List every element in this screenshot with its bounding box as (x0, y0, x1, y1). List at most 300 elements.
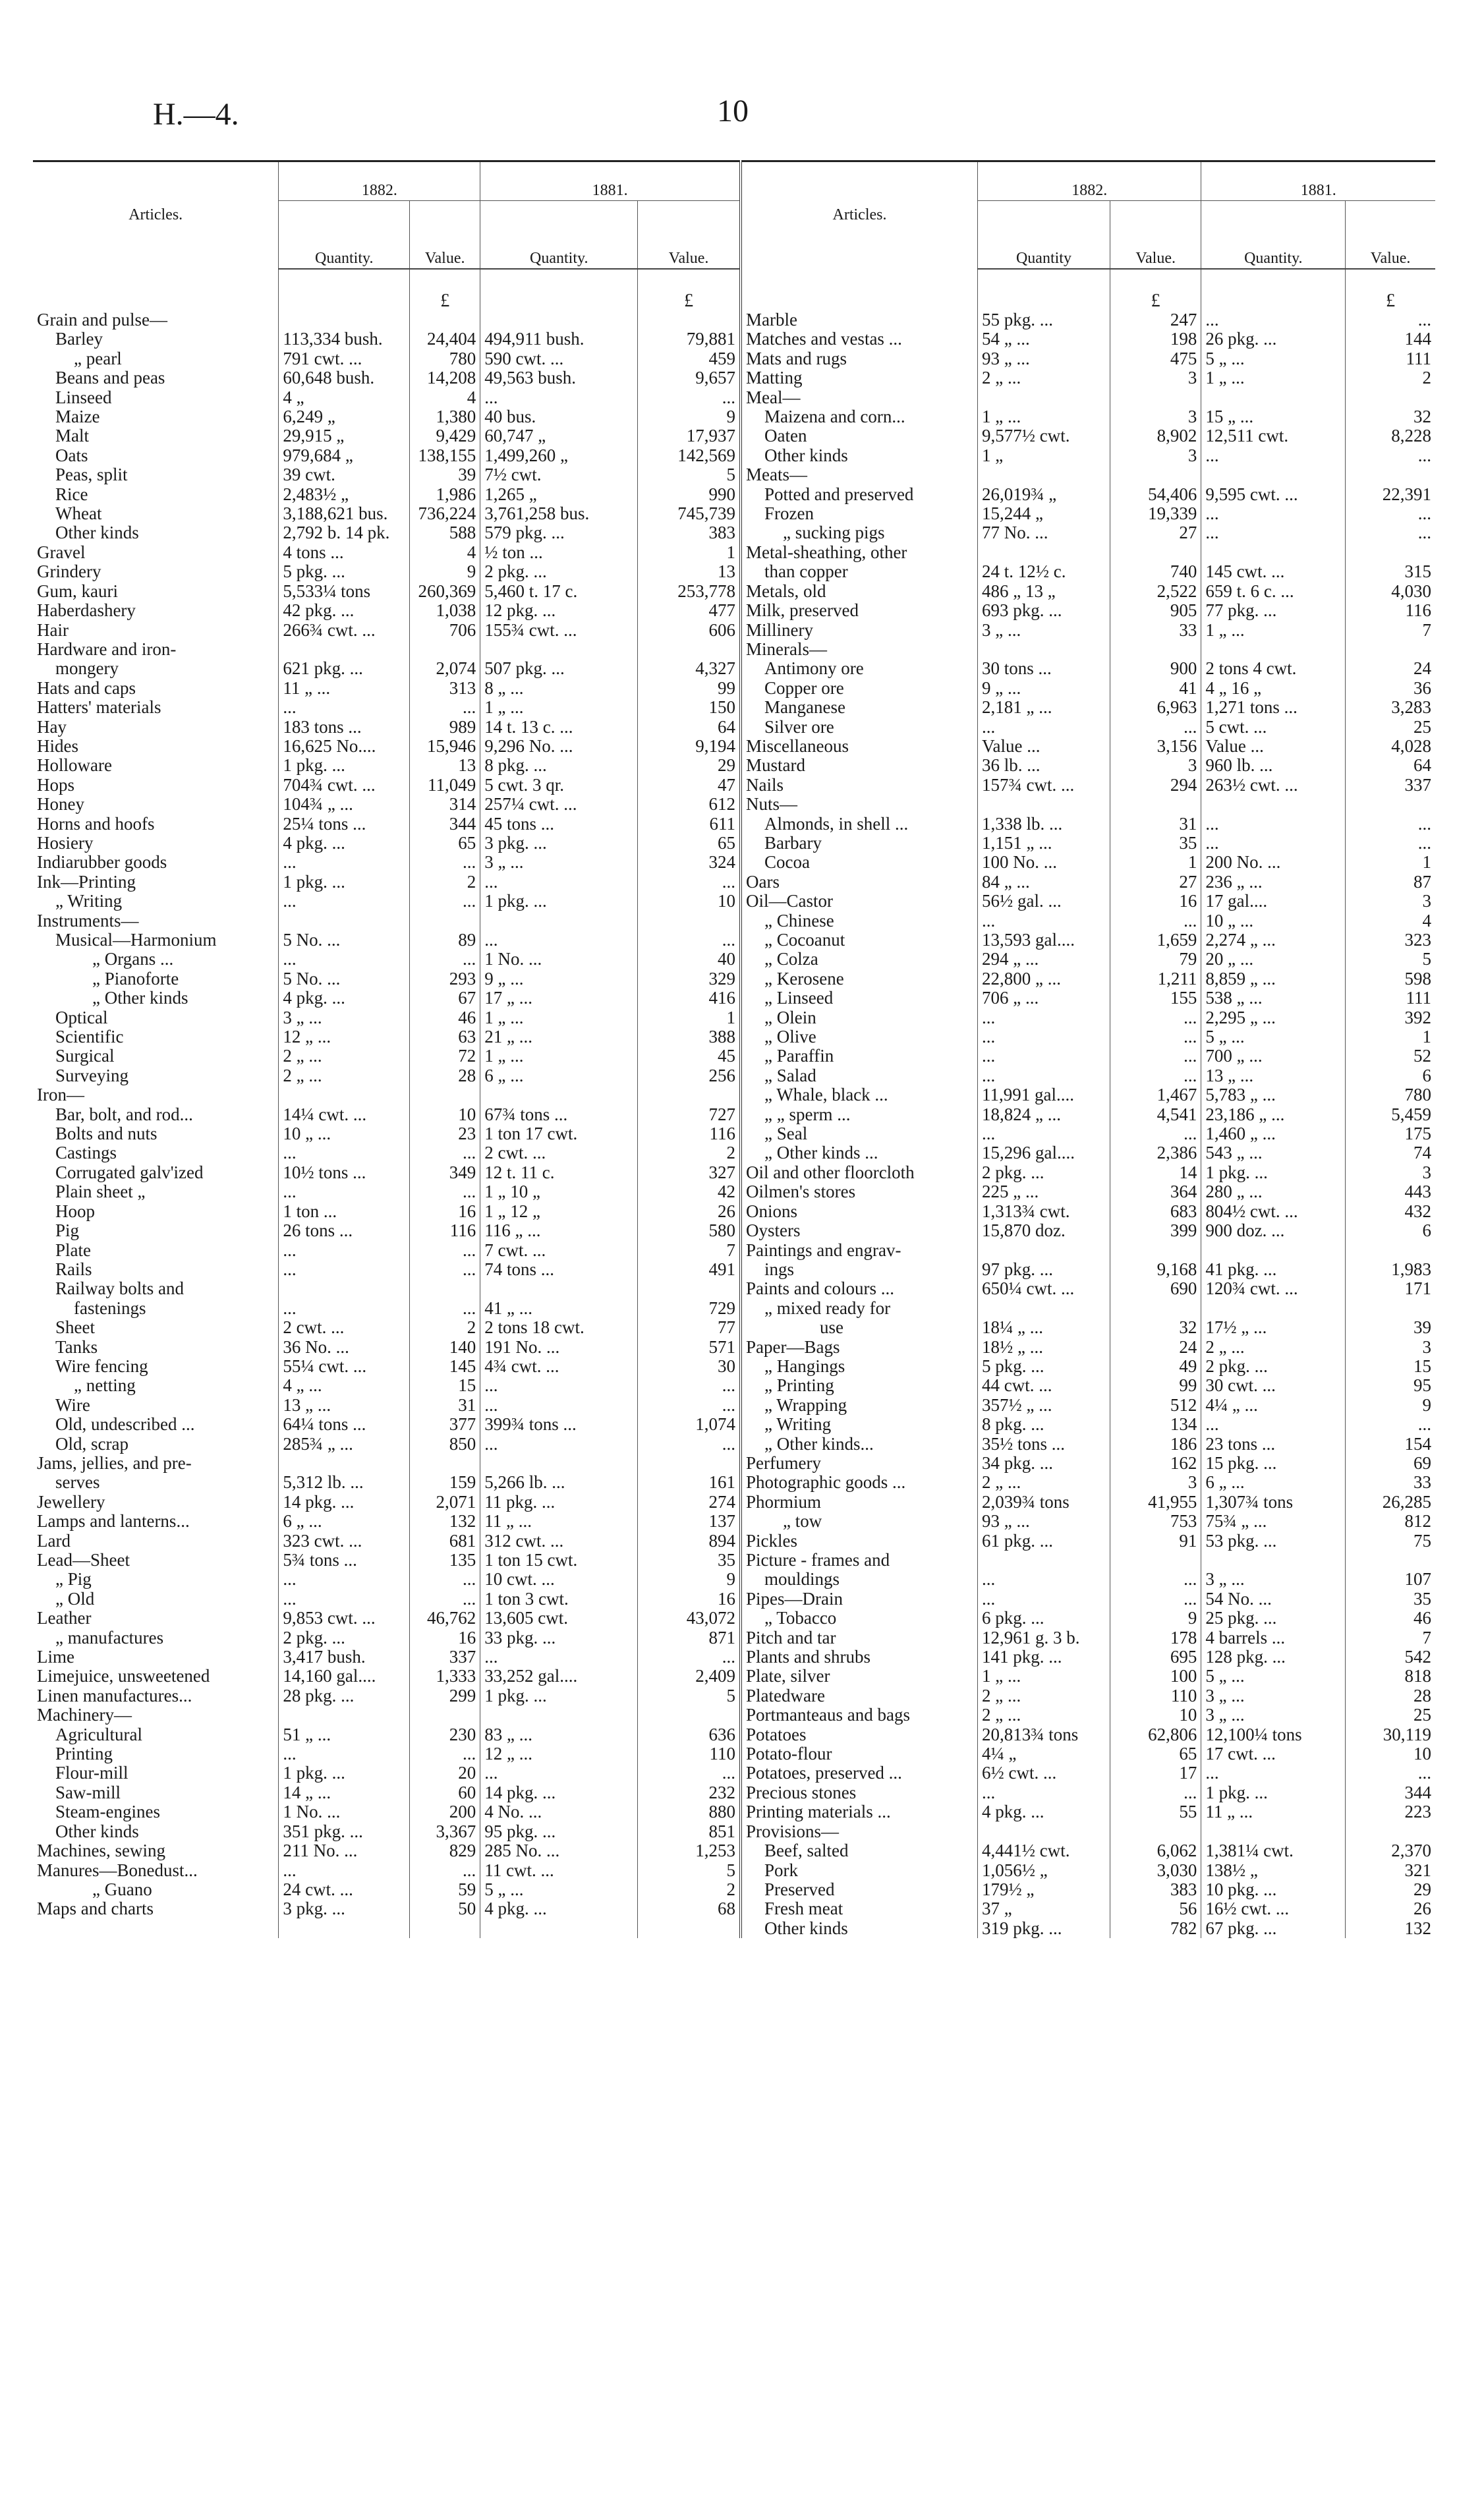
article-name: Oysters (741, 1221, 978, 1240)
value-cell: 990 (638, 485, 741, 504)
header-value: Value. (410, 201, 480, 270)
article-name: „ Olein (741, 1008, 978, 1027)
quantity-cell: 1 pkg. ... (480, 892, 638, 911)
quantity-cell: Value ... (978, 737, 1110, 756)
value-cell: 337 (1404, 775, 1431, 795)
quantity-cell: 54 „ ... (978, 330, 1110, 349)
header-quantity: Quantity. (279, 201, 410, 270)
value-cell: 134 (1110, 1415, 1201, 1434)
value-cell: 19,339 (1110, 504, 1201, 523)
value-cell: 851 (638, 1822, 741, 1841)
quantity-cell: 5 „ ... (1201, 1027, 1346, 1046)
quantity-cell: 51 „ ... (279, 1725, 410, 1744)
article-name: Nuts— (741, 795, 978, 814)
value-cell (1346, 1822, 1435, 1841)
article-name: Limejuice, unsweetened (33, 1667, 279, 1686)
value-cell: 43,072 (638, 1609, 741, 1628)
currency-row (33, 269, 1435, 310)
quantity-cell: 24 cwt. ... (279, 1880, 410, 1899)
table-row (33, 601, 1435, 620)
value-cell (1110, 1299, 1201, 1318)
quantity-cell: 1,151 „ ... (978, 834, 1110, 853)
table-row (33, 1163, 1435, 1182)
value-cell: 329 (638, 969, 741, 989)
article-name: Wire fencing (33, 1357, 279, 1376)
article-name: Oats (33, 446, 279, 465)
article-name: Old, undescribed ... (33, 1415, 279, 1434)
quantity-cell: 5 pkg. ... (279, 562, 410, 581)
quantity-cell: 6½ cwt. ... (978, 1763, 1110, 1783)
table-row (33, 1570, 1435, 1589)
article-name: Photographic goods ... (741, 1473, 978, 1492)
quantity-cell: 621 pkg. ... (279, 659, 410, 678)
quantity-cell: 97 pkg. ... (978, 1260, 1110, 1279)
quantity-cell: 15,870 doz. (978, 1221, 1110, 1240)
table-row (33, 1725, 1435, 1744)
quantity-cell: ... (480, 1435, 638, 1454)
article-name: Castings (33, 1143, 279, 1162)
value-cell: 9,168 (1110, 1260, 1201, 1279)
table-row (33, 446, 1435, 465)
quantity-cell: 25¼ tons ... (279, 815, 410, 834)
quantity-cell: 700 „ ... (1201, 1046, 1346, 1066)
value-cell: 727 (638, 1105, 741, 1124)
table-row (33, 407, 1435, 426)
article-name: „ Wrapping (741, 1396, 978, 1415)
value-cell: 729 (638, 1299, 741, 1318)
article-name: Mats and rugs (741, 349, 978, 368)
quantity-cell: 6 pkg. ... (978, 1609, 1110, 1628)
value-cell: 14,208 (410, 368, 480, 387)
quantity-cell: 74 tons ... (480, 1260, 638, 1279)
quantity-cell: 2 „ ... (279, 1066, 410, 1085)
quantity-cell: 55¼ cwt. ... (279, 1357, 410, 1376)
quantity-cell: 67 pkg. ... (1201, 1919, 1346, 1938)
quantity-cell: ... (480, 1376, 638, 1395)
value-cell: 27 (1110, 873, 1201, 892)
value-cell (1110, 795, 1201, 814)
value-cell: 15 (1413, 1356, 1431, 1376)
value-cell: 33 (1110, 621, 1201, 640)
article-name: „ Printing (741, 1376, 978, 1395)
value-cell: 42 (638, 1182, 741, 1201)
value-cell: 10 (1413, 1744, 1431, 1764)
table-row (33, 562, 1435, 581)
quantity-cell: 13 „ ... (279, 1396, 410, 1415)
value-cell: 1,038 (410, 601, 480, 620)
article-name: Holloware (33, 756, 279, 775)
article-name: Meats— (741, 465, 978, 484)
table-row (33, 659, 1435, 678)
value-cell: ... (410, 853, 480, 872)
quantity-cell: 351 pkg. ... (279, 1822, 410, 1841)
quantity-cell: 10½ tons ... (279, 1163, 410, 1182)
quantity-cell: 1,265 „ (480, 485, 638, 504)
quantity-cell: 2,295 „ ... (1201, 1008, 1346, 1027)
article-name: Pickles (741, 1532, 978, 1551)
quantity-cell: 145 cwt. ... (1201, 562, 1346, 581)
value-cell: 274 (638, 1493, 741, 1512)
quantity-cell: 128 pkg. ... (1201, 1648, 1346, 1667)
table-row (33, 1066, 1435, 1085)
quantity-cell: 1 „ ... (978, 407, 1110, 426)
value-cell: 2,409 (638, 1667, 741, 1686)
article-name: Barbary (741, 834, 978, 853)
value-cell: 41,955 (1110, 1493, 1201, 1512)
value-cell: 571 (638, 1338, 741, 1357)
table-row (33, 582, 1435, 601)
quantity-cell: 10 „ ... (279, 1124, 410, 1143)
quantity-cell: 42 pkg. ... (279, 601, 410, 620)
value-cell: 9,429 (410, 426, 480, 445)
quantity-cell: 1,313¾ cwt. (978, 1202, 1110, 1221)
quantity-cell: 22,800 „ ... (978, 969, 1110, 989)
table-row (33, 1822, 1435, 1841)
article-name: „ Paraffin (741, 1046, 978, 1066)
quantity-cell: 8 „ ... (480, 679, 638, 698)
value-cell (1346, 1551, 1435, 1570)
value-cell: 75 (1413, 1531, 1431, 1551)
table-row (33, 1260, 1435, 1279)
quantity-cell: 5 „ ... (1201, 349, 1346, 368)
value-cell: 745,739 (638, 504, 741, 523)
quantity-cell: 33,252 gal.... (480, 1667, 638, 1686)
table-row (33, 1590, 1435, 1609)
article-name: Steam-engines (33, 1802, 279, 1821)
article-name: Platedware (741, 1686, 978, 1705)
quantity-cell: 1 ton 17 cwt. (480, 1124, 638, 1143)
article-name: Marble (741, 310, 978, 330)
article-name: Hats and caps (33, 679, 279, 698)
quantity-cell: ... (1201, 310, 1346, 330)
value-cell: 2 (638, 1143, 741, 1162)
article-name: Perfumery (741, 1454, 978, 1473)
quantity-cell: 100 No. ... (978, 853, 1110, 872)
quantity-cell: 9 „ ... (978, 679, 1110, 698)
article-name: Other kinds (741, 1919, 978, 1938)
value-cell: 140 (410, 1338, 480, 1357)
value-cell: 171 (1404, 1279, 1431, 1299)
quantity-cell: 26 tons ... (279, 1221, 410, 1240)
value-cell (410, 1705, 480, 1725)
value-cell: 144 (1404, 330, 1431, 349)
quantity-cell: 979,684 „ (279, 446, 410, 465)
value-cell: 324 (638, 853, 741, 872)
article-name: „ tow (741, 1512, 978, 1531)
quantity-cell: ... (978, 1008, 1110, 1027)
quantity-cell (1201, 1822, 1346, 1841)
value-cell: 477 (638, 601, 741, 620)
value-cell: 812 (1404, 1512, 1431, 1532)
quantity-cell (1201, 1299, 1346, 1318)
article-name: Corrugated galv'ized (33, 1163, 279, 1182)
value-cell: 9 (410, 562, 480, 581)
value-cell: 79 (1110, 950, 1201, 969)
quantity-cell: 40 bus. (480, 407, 638, 426)
value-cell: 26 (638, 1202, 741, 1221)
value-cell: ... (410, 950, 480, 969)
value-cell: 1,659 (1110, 931, 1201, 950)
quantity-cell: 55 pkg. ... (978, 310, 1110, 330)
article-name: Plants and shrubs (741, 1648, 978, 1667)
quantity-cell: 3,761,258 bus. (480, 504, 638, 523)
quantity-cell: 191 No. ... (480, 1338, 638, 1357)
quantity-cell: 13 „ ... (1201, 1066, 1346, 1085)
quantity-cell (1201, 640, 1346, 659)
quantity-cell (480, 1279, 638, 1298)
quantity-cell: 1,338 lb. ... (978, 815, 1110, 834)
value-cell: ... (1417, 833, 1431, 853)
table-row (33, 969, 1435, 989)
value-cell: 45 (638, 1046, 741, 1066)
quantity-cell: 693 pkg. ... (978, 601, 1110, 620)
quantity-cell: ... (978, 1066, 1110, 1085)
quantity-cell: 1 „ ... (1201, 368, 1346, 387)
article-name: Bar, bolt, and rod... (33, 1105, 279, 1124)
article-name (33, 269, 279, 310)
value-cell: 100 (1110, 1667, 1201, 1686)
value-cell: ... (638, 388, 741, 407)
quantity-cell: 11,991 gal.... (978, 1085, 1110, 1104)
value-cell: 612 (638, 795, 741, 814)
quantity-cell: 23,186 „ ... (1201, 1105, 1346, 1124)
quantity-cell (480, 1085, 638, 1104)
value-cell: 31 (1110, 815, 1201, 834)
table-row (33, 1802, 1435, 1821)
quantity-cell: 3 „ ... (978, 621, 1110, 640)
article-name: mongery (33, 659, 279, 678)
quantity-cell: 29,915 „ (279, 426, 410, 445)
article-name: Plain sheet „ (33, 1182, 279, 1201)
value-cell: 79,881 (638, 330, 741, 349)
article-name: Wire (33, 1396, 279, 1415)
article-name: Surgical (33, 1046, 279, 1066)
quantity-cell: 30 cwt. ... (1201, 1376, 1346, 1395)
quantity-cell: ... (1201, 523, 1346, 542)
value-cell: 23 (410, 1124, 480, 1143)
value-cell: 47 (638, 776, 741, 795)
value-cell: 6 (1422, 1221, 1431, 1241)
value-cell: 6 (1422, 1066, 1431, 1085)
quantity-cell: 5 No. ... (279, 931, 410, 950)
quantity-cell: 1 „ 12 „ (480, 1202, 638, 1221)
value-cell: 65 (638, 834, 741, 853)
article-name: Potted and preserved (741, 485, 978, 504)
quantity-cell (978, 269, 1110, 310)
value-cell: 383 (1110, 1880, 1201, 1899)
value-cell: 260,369 (410, 582, 480, 601)
quantity-cell: 84 „ ... (978, 873, 1110, 892)
quantity-cell: ... (1201, 1763, 1346, 1783)
value-cell: 611 (638, 815, 741, 834)
value-cell (410, 1279, 480, 1298)
quantity-cell: 12 „ ... (480, 1744, 638, 1763)
page-number: 10 (717, 94, 749, 129)
quantity-cell: ... (1201, 815, 1346, 834)
value-cell: 2,522 (1110, 582, 1201, 601)
quantity-cell: 120¾ cwt. ... (1201, 1279, 1346, 1298)
quantity-cell: 285 No. ... (480, 1841, 638, 1860)
quantity-cell: 3 „ ... (480, 853, 638, 872)
quantity-cell: 12 pkg. ... (480, 601, 638, 620)
value-cell: ... (1110, 1027, 1201, 1046)
quantity-cell: 25 pkg. ... (1201, 1609, 1346, 1628)
quantity-cell (279, 1705, 410, 1725)
value-cell: 99 (638, 679, 741, 698)
header-year-1882-right: 1882. (978, 161, 1201, 201)
quantity-cell: 1 „ ... (1201, 621, 1346, 640)
value-cell: ... (1110, 718, 1201, 737)
article-name: „ Whale, black ... (741, 1085, 978, 1104)
quantity-cell: 399¾ tons ... (480, 1415, 638, 1434)
quantity-cell: 5,312 lb. ... (279, 1473, 410, 1492)
quantity-cell: 323 cwt. ... (279, 1532, 410, 1551)
table-row (33, 1357, 1435, 1376)
value-cell: 1,211 (1110, 969, 1201, 989)
value-cell: 15 (410, 1376, 480, 1395)
quantity-cell: 211 No. ... (279, 1841, 410, 1860)
value-cell: 8,902 (1110, 426, 1201, 445)
article-name: „ Colza (741, 950, 978, 969)
table-row (33, 795, 1435, 814)
value-cell: 142,569 (638, 446, 741, 465)
value-cell: ... (1110, 1124, 1201, 1143)
quantity-cell: 900 doz. ... (1201, 1221, 1346, 1240)
table-row (33, 892, 1435, 911)
article-name: Oars (741, 873, 978, 892)
table-row (33, 1512, 1435, 1531)
quantity-cell: 26 pkg. ... (1201, 330, 1346, 349)
quantity-cell: 83 „ ... (480, 1725, 638, 1744)
quantity-cell (978, 1551, 1110, 1570)
quantity-cell (480, 310, 638, 330)
quantity-cell: 312 cwt. ... (480, 1532, 638, 1551)
table-row (33, 1861, 1435, 1880)
article-name: Almonds, in shell ... (741, 815, 978, 834)
article-name: Paper—Bags (741, 1338, 978, 1357)
value-cell: 2,071 (410, 1493, 480, 1512)
value-cell: 3 (1422, 1337, 1431, 1357)
value-cell: 32 (1110, 1318, 1201, 1337)
value-cell: 3,156 (1110, 737, 1201, 756)
table-row (33, 718, 1435, 737)
value-cell: 542 (1404, 1648, 1431, 1667)
article-name: Potatoes (741, 1725, 978, 1744)
imports-table (33, 160, 1435, 1938)
quantity-cell: 36 lb. ... (978, 756, 1110, 775)
quantity-cell: 18½ „ ... (978, 1338, 1110, 1357)
article-name: Pig (33, 1221, 279, 1240)
value-cell: ... (1110, 1046, 1201, 1066)
value-cell: 829 (410, 1841, 480, 1860)
quantity-cell: ... (279, 1241, 410, 1260)
value-cell: 116 (638, 1124, 741, 1143)
article-name: Other kinds (741, 446, 978, 465)
quantity-cell: 4,441½ cwt. (978, 1841, 1110, 1860)
value-cell: 25 (1413, 717, 1431, 737)
value-cell: 110 (638, 1744, 741, 1763)
value-cell: ... (410, 892, 480, 911)
article-name: Onions (741, 1202, 978, 1221)
value-cell: 138,155 (410, 446, 480, 465)
value-cell: 65 (1110, 1744, 1201, 1763)
article-name: Other kinds (33, 1822, 279, 1841)
quantity-cell: 11 cwt. ... (480, 1861, 638, 1880)
value-cell: 636 (638, 1725, 741, 1744)
value-cell (1110, 1551, 1201, 1570)
quantity-cell: 17 cwt. ... (1201, 1744, 1346, 1763)
article-name: Minerals— (741, 640, 978, 659)
article-name: Copper ore (741, 679, 978, 698)
article-name: Hardware and iron- (33, 640, 279, 659)
article-name: „ Pig (33, 1570, 279, 1589)
quantity-cell: 14 pkg. ... (279, 1493, 410, 1512)
value-cell: 27 (1110, 523, 1201, 542)
article-name: Printing materials ... (741, 1802, 978, 1821)
value-cell: 150 (638, 698, 741, 717)
value-cell: 1,986 (410, 485, 480, 504)
quantity-cell: 4 „ ... (279, 1376, 410, 1395)
value-cell: 5,459 (1391, 1104, 1431, 1124)
value-cell: 1 (638, 543, 741, 562)
value-cell: 1,333 (410, 1667, 480, 1686)
value-cell: 4 (1422, 911, 1431, 931)
table-row (33, 368, 1435, 387)
quantity-cell: 33 pkg. ... (480, 1628, 638, 1648)
quantity-cell: ½ ton ... (480, 543, 638, 562)
article-name: Saw-mill (33, 1783, 279, 1802)
quantity-cell: 579 pkg. ... (480, 523, 638, 542)
article-name: Portmanteaus and bags (741, 1705, 978, 1725)
quantity-cell: ... (480, 931, 638, 950)
article-name: serves (33, 1473, 279, 1492)
value-cell (1346, 640, 1435, 659)
table-row (33, 543, 1435, 562)
article-name: mouldings (741, 1570, 978, 1589)
table-row (33, 621, 1435, 640)
quantity-cell: 30 tons ... (978, 659, 1110, 678)
article-name: Gum, kauri (33, 582, 279, 601)
quantity-cell (279, 269, 410, 310)
value-cell: 9 (1422, 1395, 1431, 1415)
quantity-cell: 9,853 cwt. ... (279, 1609, 410, 1628)
article-name: Linen manufactures... (33, 1686, 279, 1705)
value-cell: ... (410, 1744, 480, 1763)
quantity-cell: 5 „ ... (480, 1880, 638, 1899)
value-cell: 321 (1404, 1860, 1431, 1880)
quantity-cell: 1 „ ... (978, 1667, 1110, 1686)
header-year-1881-left: 1881. (480, 161, 741, 201)
article-name: Pitch and tar (741, 1628, 978, 1648)
quantity-cell: 4 barrels ... (1201, 1628, 1346, 1648)
value-cell: 780 (1404, 1085, 1431, 1105)
quantity-cell: 3 „ ... (1201, 1705, 1346, 1725)
quantity-cell: 11 „ ... (279, 679, 410, 698)
value-cell: 443 (1404, 1182, 1431, 1202)
value-cell: 1,253 (638, 1841, 741, 1860)
value-cell: 2 (1422, 368, 1431, 388)
quantity-cell (978, 1299, 1110, 1318)
value-cell: ... (1417, 814, 1431, 834)
quantity-cell: 2,792 b. 14 pk. (279, 523, 410, 542)
value-cell: 475 (1110, 349, 1201, 368)
value-cell: 89 (410, 931, 480, 950)
quantity-cell: 18¼ „ ... (978, 1318, 1110, 1337)
article-name: Precious stones (741, 1783, 978, 1802)
value-cell: 22,391 (1382, 484, 1431, 504)
value-cell: ... (410, 1241, 480, 1260)
quantity-cell: 6 „ ... (279, 1512, 410, 1531)
